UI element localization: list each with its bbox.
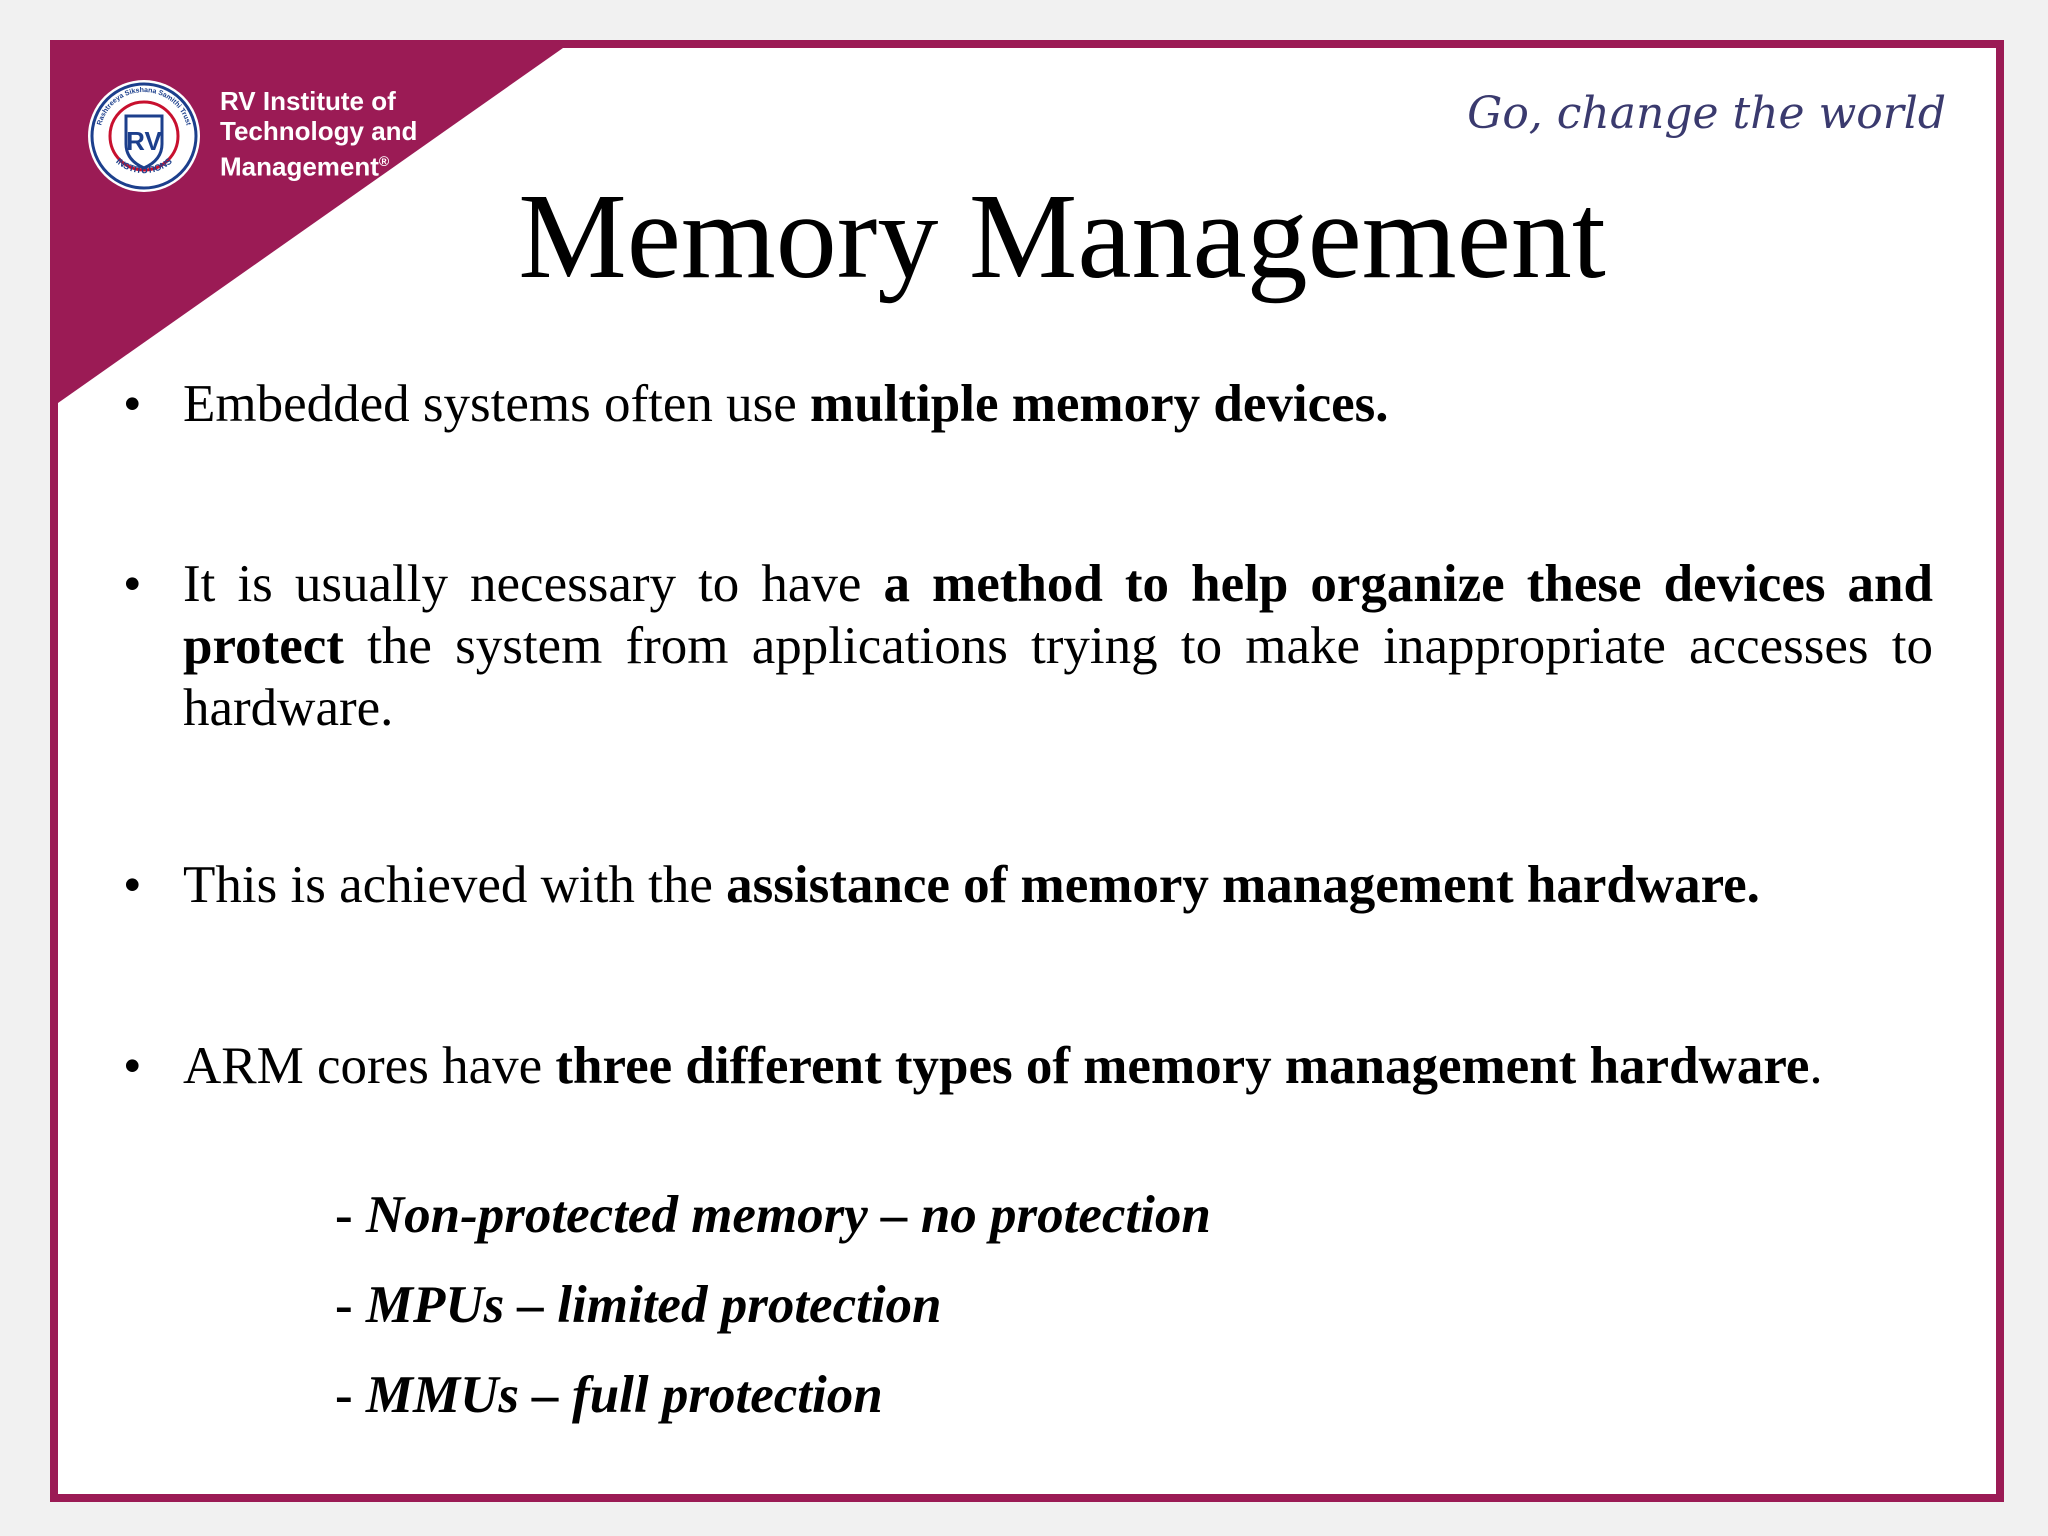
registered-mark: ® <box>378 153 390 169</box>
sub-item-text: Non-protected memory – no protection <box>365 1186 1211 1244</box>
institute-name-line2: Technology and <box>220 116 418 146</box>
sub-item-1 <box>335 1184 1211 1246</box>
bullet-3-emphasis: assistance of memory management hardware. <box>726 856 1760 914</box>
sub-item-3 <box>335 1364 883 1426</box>
bullet-1 <box>183 373 1933 435</box>
logo-ring-text-bottom: INSTITUTIONS <box>114 155 174 176</box>
slide-title: Memory Management <box>518 169 1606 304</box>
institute-name-line1: RV Institute of <box>220 86 396 116</box>
sub-item-dash: - <box>335 1366 366 1424</box>
bullet-1-text: Embedded systems often use <box>183 375 811 433</box>
bullet-marker: • <box>123 856 142 914</box>
bullet-3-text: This is achieved with the <box>183 856 727 914</box>
bullet-1-emphasis: multiple memory devices. <box>810 375 1389 433</box>
sub-item-text: MMUs – full protection <box>365 1366 883 1424</box>
bullet-4-emphasis: three different types of memory management hardware <box>555 1037 1810 1095</box>
tagline: Go, change the world <box>1467 88 1946 139</box>
sub-item-2 <box>335 1274 942 1336</box>
logo-ring-text-top: Rashtreeya Sikshana Samithi Trust <box>96 86 192 127</box>
bullet-marker: • <box>123 375 142 433</box>
bullet-marker: • <box>123 1037 142 1095</box>
slide <box>50 40 2004 1502</box>
institute-name-line3: Management® <box>220 151 390 182</box>
sub-item-text: MPUs – limited protection <box>365 1276 942 1334</box>
sub-item-dash: - <box>335 1186 366 1244</box>
bullet-2-text: It is usually necessary to have <box>183 555 884 613</box>
bullet-4 <box>183 1035 1933 1097</box>
logo-initials: RV <box>126 126 162 156</box>
bullet-4-text: ARM cores have <box>183 1037 556 1095</box>
slide-body <box>58 48 1996 1494</box>
bullet-marker: • <box>123 555 142 613</box>
bullet-2-emphasis: a method to help organize these devices and protect <box>183 555 1933 675</box>
bullet-2 <box>183 553 1933 739</box>
bullet-2-text-end: the system from applications trying to make inappropriate accesses to hardware. <box>183 617 1933 737</box>
bullet-4-text-end: . <box>1809 1037 1823 1095</box>
bullet-3 <box>183 854 1933 916</box>
sub-item-dash: - <box>335 1276 366 1334</box>
